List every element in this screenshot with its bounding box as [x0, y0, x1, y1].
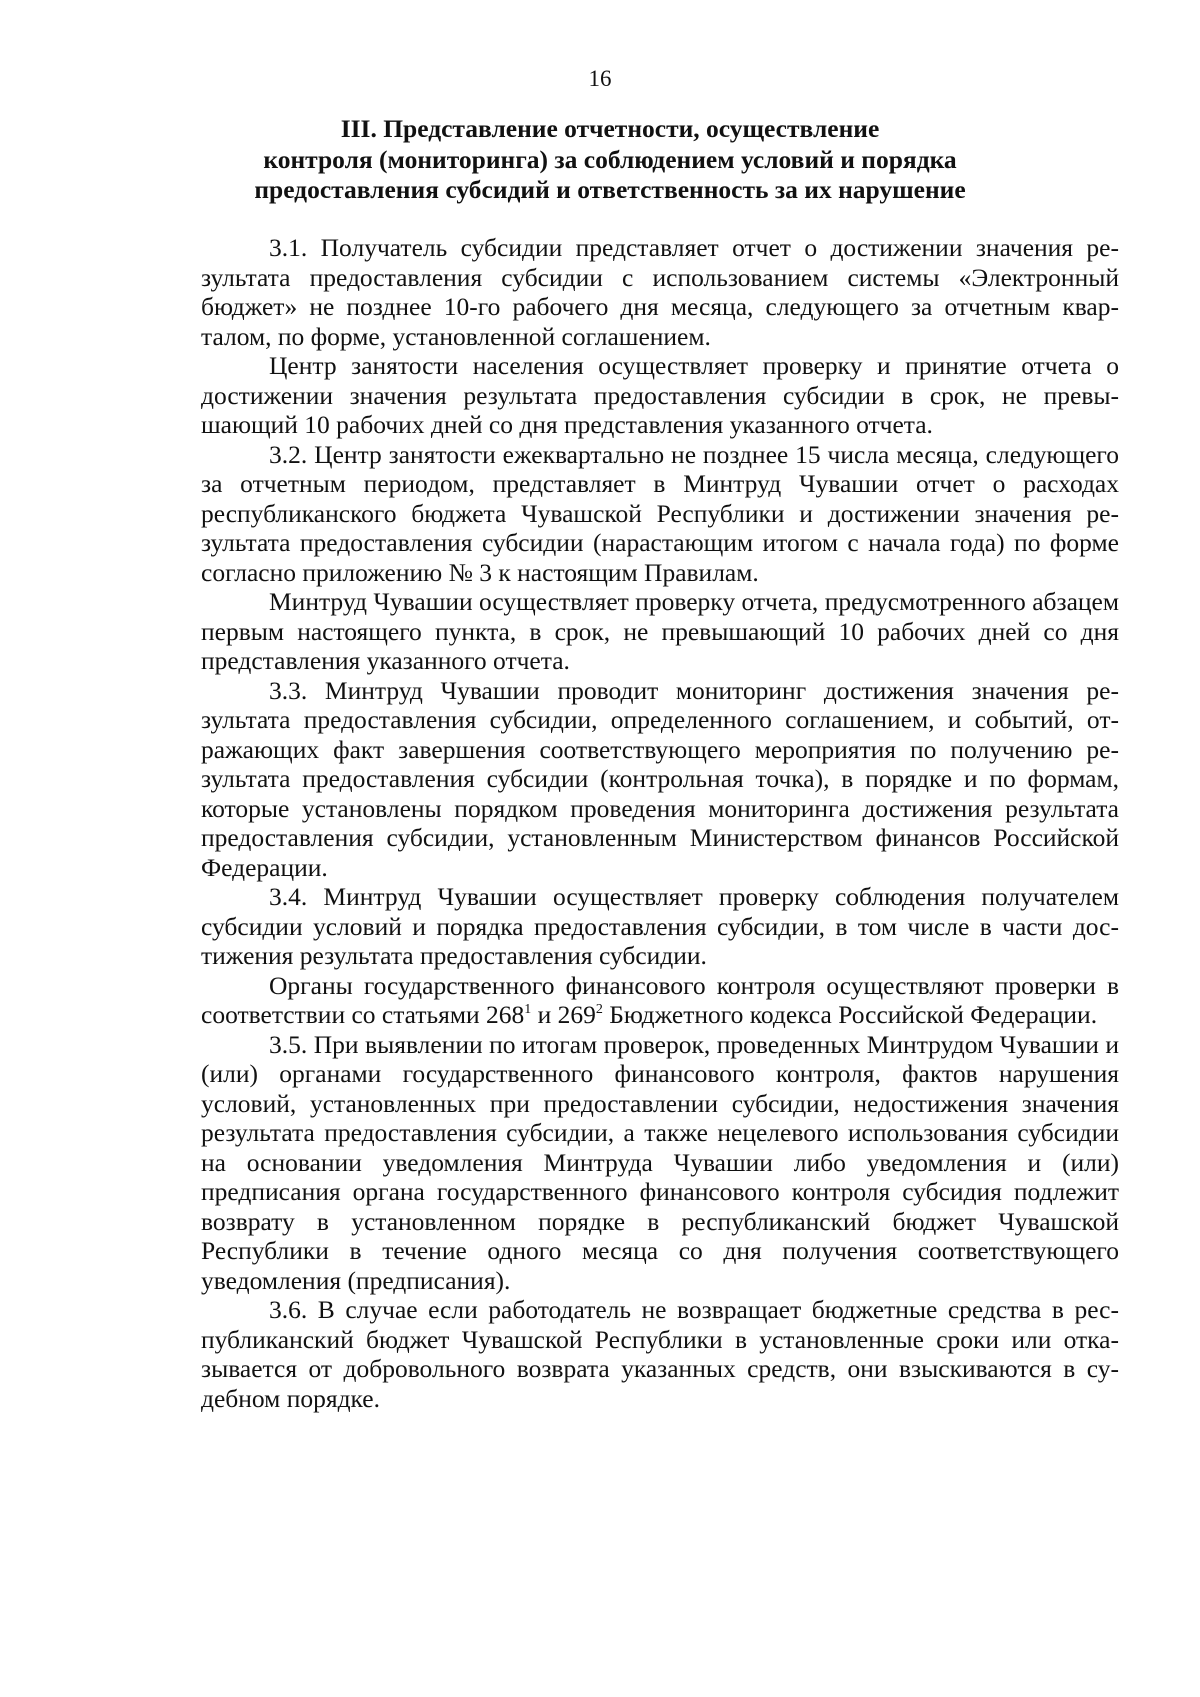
section-title — [200, 114, 1020, 206]
superscript: 1 — [524, 1002, 532, 1017]
paragraph-text: и 269 — [531, 1000, 596, 1029]
paragraph-text: Бюджетного кодекса Российской Федерации. — [602, 1000, 1098, 1029]
paragraph-3-3: 3.3. Минтруд Чувашии проводит мониторинг достижения значения результата предоставления субсидии, определенного соглашением, и событий, отражающих факт завершения соответствующего мероприятия по получению результата предоставления субсидии (контрольная точка), в порядке и по формам, которые установлены порядком проведения мониторинга достижения результата предоставления субсидии, установленным Министерством финансов Российской Федерации. — [201, 675, 1119, 882]
section-title-line: предоставления субсидий и ответственность за их нарушение — [254, 175, 966, 204]
page-number: 16 — [588, 66, 612, 91]
section-title-line: контроля (мониторинга) за соблюдением условий и порядка — [263, 144, 957, 174]
paragraph-3-1-review: Центр занятости населения осуществляет проверку и принятие отчета о достижении значения результата предоставления субсидии в срок, не превышающий 10 рабочих дней со дня представления указанного отчета. — [201, 351, 1119, 439]
paragraph-3-4: 3.4. Минтруд Чувашии осуществляет проверку соблюдения получателем субсидии условий и порядка предоставления субсидии, в том числе в части достижения результата предоставления субсидии. — [201, 882, 1119, 970]
section-title-line: III. Представление отчетности, осуществление — [340, 114, 880, 143]
paragraph-3-5: 3.5. При выявлении по итогам проверок, проведенных Минтрудом Чувашии и (или) органами государственного финансового контроля, фактов нарушения условий, установленных при предоставлении субсидии, недостижения значения результата предоставления субсидии, а также нецелевого использования субсидии на основании уведомления Минтруда Чувашии либо уведомления и (или) предписания органа государственного финансового контроля субсидия подлежит возврату в установленном порядке в республиканский бюджет Чувашской Республики в течение одного месяца со дня получения соответствующего уведомления (предписания). — [201, 1029, 1119, 1295]
paragraph-3-2-review: Минтруд Чувашии осуществляет проверку отчета, предусмотренного абзацем первым настоящего пункта, в срок, не превышающий 10 рабочих дней со дня представления указанного отчета. — [201, 587, 1119, 675]
paragraph-text: Органы государственного финансового контроля осуществляют проверки в соответствии со статьями 268 — [201, 970, 1119, 1029]
paragraph-3-6: 3.6. В случае если работодатель не возвращает бюджетные средства в республиканский бюджет Чувашской Республики в установленные сроки или отказывается от добровольного возврата указанных средств, они взыскиваются в судебном порядке. — [201, 1295, 1119, 1413]
paragraph-3-2: 3.2. Центр занятости ежеквартально не позднее 15 числа месяца, следующего за отчетным периодом, представляет в Минтруд Чувашии отчет о расходах республиканского бюджета Чувашской Республики и достижении значения результата предоставления субсидии (нарастающим итогом с начала года) по форме согласно приложению № 3 к настоящим Правилам. — [201, 439, 1119, 587]
document-body — [201, 233, 1119, 1413]
paragraph-3-4-control — [201, 971, 1119, 1030]
superscript: 2 — [595, 1002, 603, 1017]
paragraph-3-1: 3.1. Получатель субсидии представляет отчет о достижении значения результата предоставления субсидии с использованием системы «Электронный бюджет» не позднее 10-го рабочего дня месяца, следующего за отчетным кварталом, по форме, установленной соглашением. — [201, 233, 1119, 351]
